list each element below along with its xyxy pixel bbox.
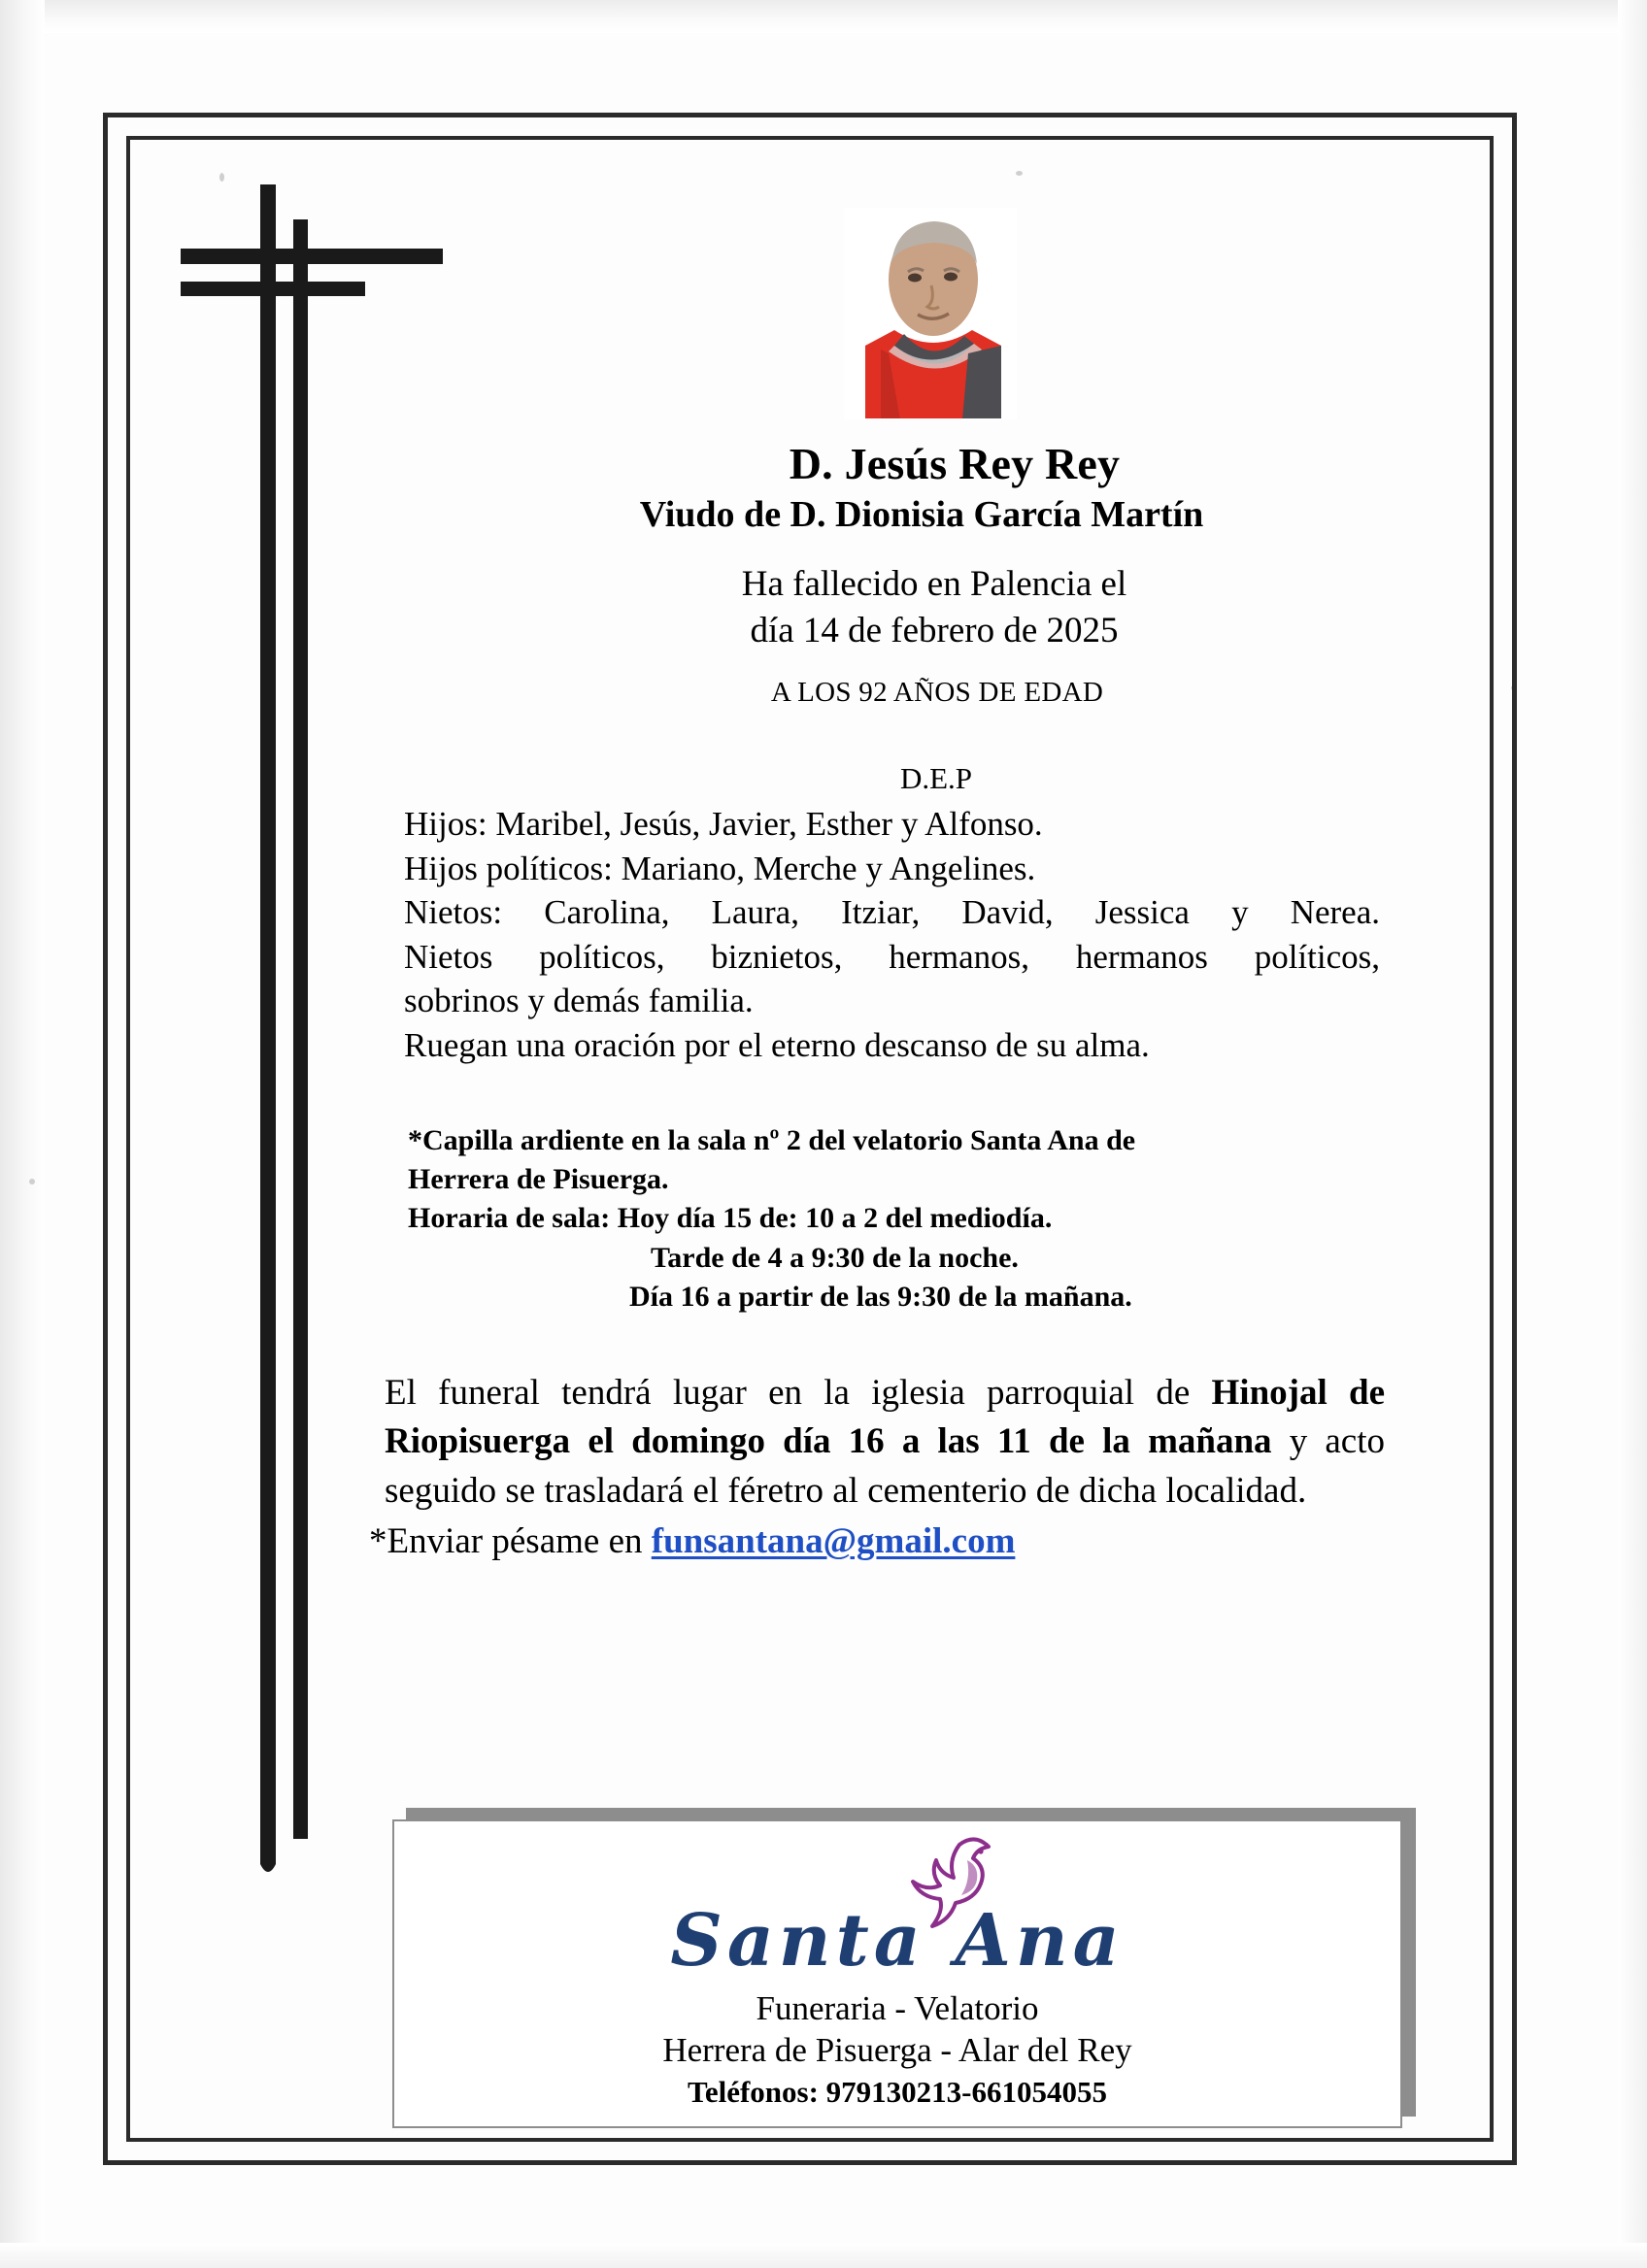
scan-edge-left (0, 0, 45, 2268)
chapel-hours-3: Día 16 a partir de las 9:30 de la mañana. (629, 1280, 1132, 1313)
age-line: A LOS 92 AÑOS DE EDAD (770, 677, 1104, 709)
brand-phones: Teléfonos: 979130213-661054055 (688, 2075, 1107, 2110)
condolence-line (369, 1518, 1428, 1566)
family-prayer: Ruegan una oración por el eterno descanso de su alma. (404, 1025, 1150, 1064)
family-children-in-law: Hijos políticos: Mariano, Merche y Angelines. (404, 849, 1036, 887)
scan-edge-top (0, 0, 1647, 33)
brand-services: Funeraria - Velatorio (756, 1989, 1039, 2027)
chapel-hours-1: Horaria de sala: Hoy día 15 de: 10 a 2 del mediodía. (408, 1202, 1053, 1235)
notice-content (369, 439, 1428, 1566)
brand-locations: Herrera de Pisuerga - Alar del Rey (662, 2030, 1132, 2069)
family-list (404, 802, 1380, 1067)
funeral-text-bold: Hinojal de Riopisuerga el domingo día 16 a las 11 de la mañana (385, 1373, 1385, 1462)
deceased-name: D. Jesús Rey Rey (789, 439, 1121, 488)
chapel-line-2: Herrera de Pisuerga. (408, 1163, 669, 1196)
funeral-paragraph (385, 1369, 1385, 1516)
death-line-1: Ha fallecido en Palencia el (741, 564, 1127, 605)
scan-edge-bottom (0, 2243, 1647, 2268)
funeral-text-2: y acto seguido se trasladará el féretro al cementerio de dicha localidad. (385, 1421, 1386, 1511)
condolence-email-link[interactable]: funsantana@gmail.com (651, 1520, 1016, 1561)
family-others-line-1: Nietos políticos, biznietos, hermanos, hermanos políticos, (404, 937, 1380, 976)
funeral-home-card (392, 1819, 1402, 2128)
chapel-hours-2: Tarde de 4 a 9:30 de la noche. (651, 1241, 1019, 1274)
brand-name: Santa Ana (670, 1899, 1125, 1983)
funeral-text-1: El funeral tendrá lugar en la iglesia parroquial de (385, 1373, 1212, 1413)
chapel-location (408, 1121, 1379, 1160)
chapel-info (408, 1121, 1379, 1317)
family-children: Hijos: Maribel, Jesús, Javier, Esther y Alfonso. (404, 805, 1043, 844)
family-others-line-2: sobrinos y demás familia. (404, 982, 754, 1020)
rip-line: D.E.P (899, 761, 973, 796)
death-info (369, 561, 1428, 653)
portrait-photo (844, 208, 1017, 419)
condolence-prefix: *Enviar pésame en (369, 1520, 652, 1561)
scan-speck (29, 1179, 35, 1184)
family-grandchildren: Nietos: Carolina, Laura, Itziar, David, Jessica y Nerea. (404, 893, 1380, 932)
scan-edge-right (1618, 0, 1647, 2268)
dove-icon (891, 1831, 1008, 1938)
spouse-line: Viudo de D. Dionisia García Martín (639, 493, 1204, 535)
chapel-line-1: *Capilla ardiente en la sala nº 2 del velatorio Santa Ana de (408, 1124, 1136, 1157)
death-line-2: día 14 de febrero de 2025 (750, 610, 1119, 650)
